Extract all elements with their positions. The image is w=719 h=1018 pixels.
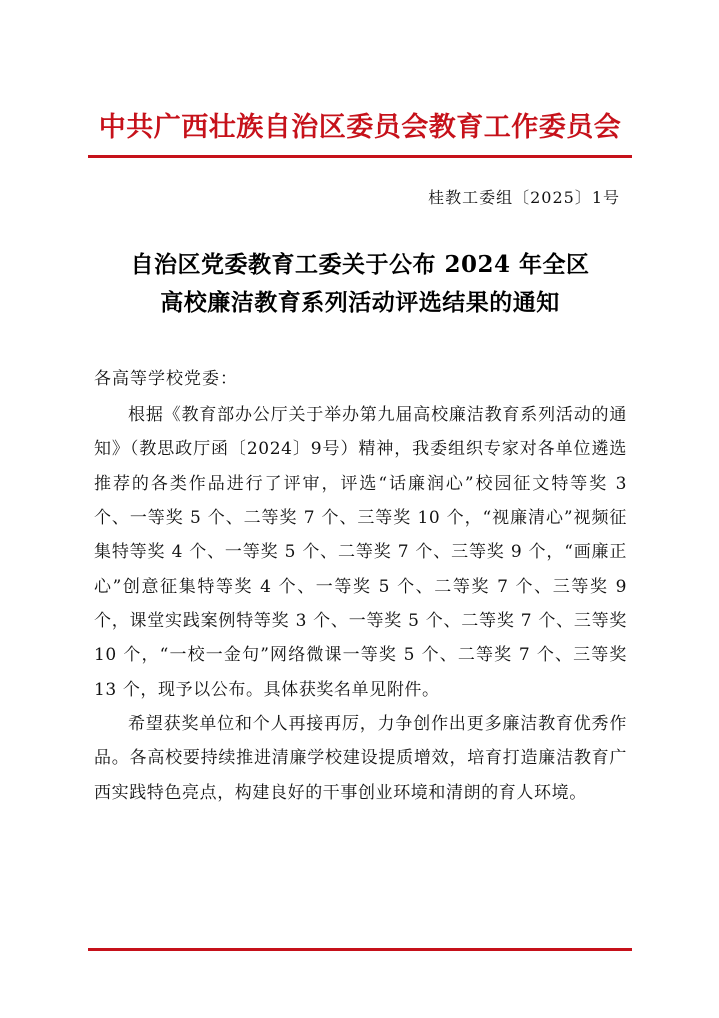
issuing-organization-title: 中共广西壮族自治区委员会教育工作委员会 <box>98 112 622 143</box>
paragraph: 希望获奖单位和个人再接再厉，力争创作出更多廉洁教育优秀作品。各高校要持续推进清廉学校建设提质增效，培育打造廉洁教育广西实践特色亮点，构建良好的干事创业环境和清朗的育人环境。 <box>94 713 627 803</box>
page-title-line-1: 自治区党委教育工委关于公布 2024 年全区 <box>130 251 590 278</box>
footer-red-divider <box>88 948 632 951</box>
header-red-divider <box>88 155 632 158</box>
page-title <box>88 246 632 322</box>
document-number: 桂教工委组〔2025〕1号 <box>428 188 620 207</box>
paragraph: 根据《教育部办公厅关于举办第九届高校廉洁教育系列活动的通知》（教思政厅函〔2024〕9号）精神，我委组织专家对各单位遴选推荐的各类作品进行了评审，评选“话廉润心”校园征文特等奖 3 个、一等奖 5 个、二等奖 7 个、三等奖 10 个，“视廉清心”视频征集特等奖 4 个、一等奖 5 个、二等奖 7 个、三等奖 9 个，“画廉正心”创意征集特等奖 4 个、一等奖 5 个、二等奖 7 个、三等奖 9 个，课堂实践案例特等奖 3 个、一等奖 5 个、二等奖 7 个、三等奖 10 个，“一校一金句”网络微课一等奖 5 个、二等奖 7 个、三等奖 13 个，现予以公布。具体获奖名单见附件。 <box>94 405 627 700</box>
document-body <box>88 0 632 1018</box>
body-paragraphs <box>94 398 627 810</box>
salutation: 各高等学校党委： <box>94 369 238 389</box>
page-title-line-2: 高校廉洁教育系列活动评选结果的通知 <box>160 288 560 316</box>
